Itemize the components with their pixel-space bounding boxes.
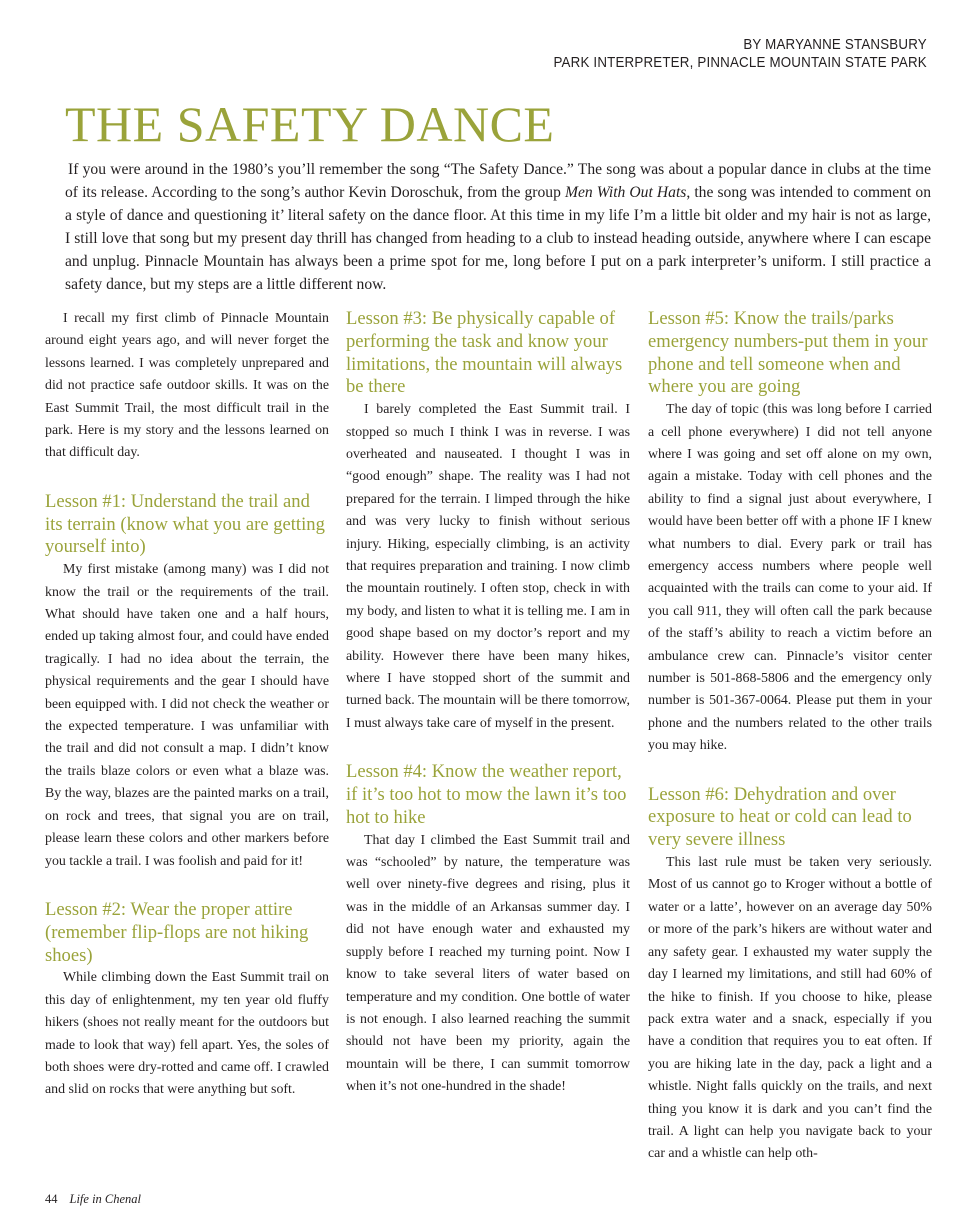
lesson-4-heading: Lesson #4: Know the weather report, if it’s too hot to mow the lawn it’s too hot to hike (346, 761, 627, 828)
page-number: 44 (45, 1192, 58, 1206)
lesson-4-body: That day I climbed the East Summit trail and was “schooled” by nature, the temperature was well over ninety-five degrees and rising, plus it was in the middle of an Arkansas summer day. I did not have enough water and exhausted my supply before I reached my turning point. Now I know to take several liters of water based on temperature and my condition. One bottle of water is not enough. I also learned reaching the summit should not have been my priority, again the mountain will be there, I can summit tomorrow when it’s not one-hundred in the shade! (346, 832, 630, 1095)
lesson-2-heading: Lesson #2: Wear the proper attire (remember flip-flops are not hiking shoes) (45, 898, 309, 966)
lesson-1-body: My first mistake (among many) was I did not know the trail or the requirements of the trail. What should have taken one and a half hours, ended up taking almost four, and could have ended tragically. I had no idea about the terrain, the physical requirements and the gear I should have been equipped with. I did not check the weather or the expected temperature. I was unfamiliar with the trail and did not consult a map. I didn’t know the trails blaze colors or even what a blaze was. By the way, blazes are the painted marks on a trail, on rock and trees, that signal you are on trail, please learn these colors and other markers before you tackle a trail. I was foolish and paid for it! (45, 562, 329, 869)
band-name: Men With Out Hats (564, 184, 687, 201)
byline (554, 36, 927, 72)
opening-paragraph: I recall my first climb of Pinnacle Mountain around eight years ago, and will never forget the lessons learned. I was completely unprepared and did not practice safe outdoor skills. It was on the East Summit Trail, the most difficult trail in the park. Here is my story and the lessons learned on that difficult day. (45, 311, 329, 461)
column-left (45, 308, 329, 1102)
article-title: THE SAFETY DANCE (65, 96, 555, 152)
lesson-6-heading: Lesson #6: Dehydration and over exposure to heat or cold can lead to very severe illness (648, 783, 912, 851)
intro-paragraph (65, 158, 931, 296)
lesson-1-heading: Lesson #1: Understand the trail and its terrain (know what you are getting yourself into) (45, 490, 325, 558)
column-middle (346, 308, 630, 1099)
byline-role: PARK INTERPRETER, PINNACLE MOUNTAIN STATE PARK (553, 55, 927, 71)
lesson-3-heading: Lesson #3: Be physically capable of performing the task and know your limitations, the mountain will always be there (346, 308, 623, 398)
intro-text-end: , the song was intended to comment on a style of dance and questioning it’ literal safety on the dance floor. At this time in my life I’m a little bit older and my hair is not as large, I still love that song but my present day thrill has changed from heading to a club to instead heading outside, anywhere where I can escape and unplug. Pinnacle Mountain has always been a prime spot for me, long before I put on a park interpreter’s uniform. I still practice a safety dance, but my steps are a little different now. (65, 184, 932, 293)
magazine-name: Life in Chenal (69, 1192, 142, 1206)
lesson-5-body: The day of topic (this was long before I carried a cell phone everywhere) I did not tell anyone where I was going and set off alone on my own, again a mistake. Today with cell phones and the ability to find a signal just about everywhere, I would have been better off with a phone IF I knew what numbers to dial. Every park or trail has emergency access numbers where people well acquainted with the trails can come to your aid. If you call 911, they will often call the park because of the staff’s ability to reach a victim before an ambulance crew can. Pinnacle’s visitor center number is 501-868-5806 and the emergency only number is 501-367-0064. Please put them in your phone and the numbers related to the other trails you may hike. (648, 402, 932, 754)
lesson-3-body: I barely completed the East Summit trail. I stopped so much I think I was in reverse. I was overheated and nauseated. I thought I was in “good enough” shape. The reality was I had not prepared for the terrain. I limped through the hike and was very lucky to finish without serious injury. Hiking, especially climbing, is an activity that requires preparation and training. I now climb the mountain routinely. I often stop, check in with my body, and listen to what it is telling me. I am in good shape based on my doctor’s report and my ability. However there have been many hikes, where I have stopped short of the summit and turned back. The mountain will be there tomorrow, I must always take care of myself in the present. (346, 402, 630, 731)
intro-text-start: If you were around in the 1980’s you’ll remember the song “The Safety Dance.” The song was about a popular dance in clubs at the time of its release. According to the song’s author Kevin Doroschuk, from the group (65, 161, 931, 201)
lesson-6-body: This last rule must be taken very seriously. Most of us cannot go to Kroger without a bottle of water or a latte’, however on an average day 50% or more of the park’s hikers are without water and any safety gear. I exhausted my water supply the day I learned my limitations, and still had 60% of the hike to finish. If you choose to hike, please pack extra water and a snack, especially if you have a condition that requires you to eat often. If you are hiking late in the day, pack a light and a whistle. Night falls quickly on the trails, and next thing you know it is dark and you can’t find the trail. A light can help you navigate back to your car and a whistle can help oth- (648, 855, 932, 1162)
lesson-5-heading: Lesson #5: Know the trails/parks emergency numbers-put them in your phone and tell someone when and where you are going (648, 308, 928, 398)
column-right (648, 308, 932, 1166)
page-footer (45, 1192, 141, 1207)
lesson-2-body: While climbing down the East Summit trail on this day of enlightenment, my ten year old fluffy hikers (shoes not really meant for the outdoors but made to look that way) fell apart. Yes, the soles of both shoes were dry-rotted and came off. I crawled and slid on rocks that were anything but soft. (45, 970, 329, 1098)
byline-author: BY MARYANNE STANSBURY (743, 37, 927, 53)
